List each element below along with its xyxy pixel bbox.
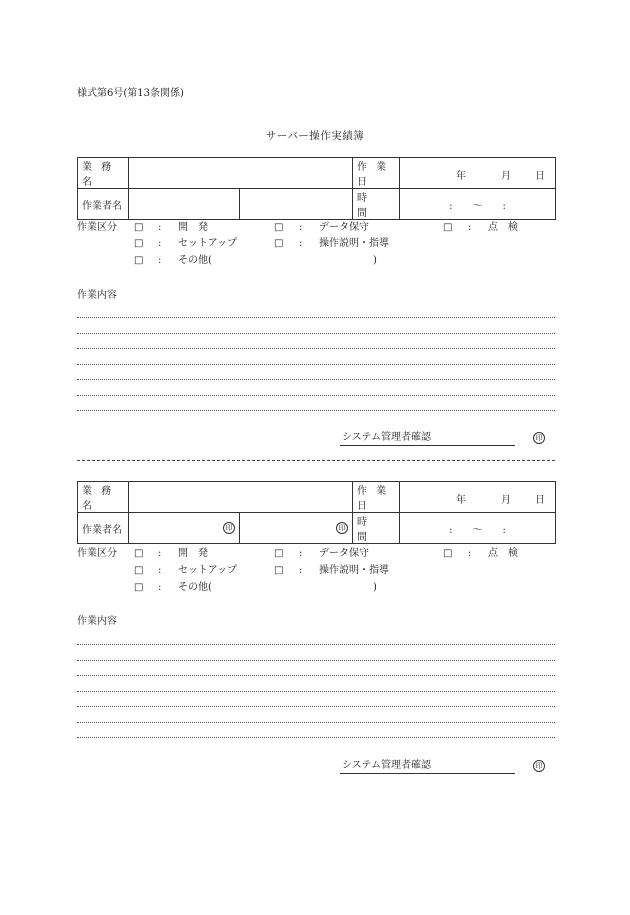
- checkbox-other[interactable]: □: [134, 582, 144, 593]
- signature-line: [340, 773, 515, 774]
- business-name-field[interactable]: [129, 482, 353, 513]
- seal-stamp-icon: 印: [533, 760, 545, 772]
- colon: :: [299, 238, 303, 249]
- option-data-maintenance: データ保守: [319, 548, 369, 559]
- content-line[interactable]: [77, 660, 555, 661]
- content-line[interactable]: [77, 333, 555, 334]
- colon: :: [299, 565, 303, 576]
- work-date-field[interactable]: [400, 158, 556, 189]
- option-instruction: 操作説明・指導: [319, 238, 389, 249]
- business-name-label: 業 務 名: [78, 482, 129, 513]
- worker-name-field-2[interactable]: [240, 513, 353, 544]
- option-instruction: 操作説明・指導: [319, 565, 389, 576]
- month-label: 月: [501, 171, 511, 182]
- colon: :: [158, 582, 162, 593]
- time-field[interactable]: [400, 513, 556, 544]
- option-other-close: ): [373, 255, 377, 266]
- time-field[interactable]: [400, 189, 556, 220]
- content-line[interactable]: [77, 675, 555, 676]
- seal-stamp-icon: 印: [223, 522, 235, 534]
- checkbox-setup[interactable]: □: [134, 238, 144, 249]
- content-line[interactable]: [77, 722, 555, 723]
- checkbox-inspection[interactable]: □: [443, 222, 453, 233]
- option-inspection: 点 検: [488, 548, 518, 559]
- option-other: その他(: [178, 255, 212, 266]
- colon: :: [299, 548, 303, 559]
- colon: :: [158, 222, 162, 233]
- option-development: 開 発: [178, 548, 208, 559]
- month-label: 月: [501, 495, 511, 506]
- work-date-label: 作 業 日: [353, 482, 400, 513]
- option-setup: セットアップ: [178, 565, 237, 576]
- content-line[interactable]: [77, 379, 555, 380]
- content-line[interactable]: [77, 737, 555, 738]
- work-date-field[interactable]: [400, 482, 556, 513]
- worker-name-field-1[interactable]: [129, 189, 240, 220]
- time-value: : 〜 :: [449, 200, 506, 212]
- content-line[interactable]: [77, 410, 555, 411]
- colon: :: [468, 222, 472, 233]
- checkbox-instruction[interactable]: □: [274, 565, 284, 576]
- worker-name-field-1[interactable]: [129, 513, 240, 544]
- time-value: : 〜 :: [449, 524, 506, 536]
- cut-line-separator: [77, 460, 555, 461]
- category-label: 作業区分: [77, 222, 117, 233]
- work-content-label: 作業内容: [77, 290, 117, 301]
- checkbox-instruction[interactable]: □: [274, 238, 284, 249]
- content-line[interactable]: [77, 644, 555, 645]
- admin-confirm-label: システム管理者確認: [342, 432, 431, 443]
- colon: :: [158, 565, 162, 576]
- checkbox-data-maintenance[interactable]: □: [274, 548, 284, 559]
- day-label: 日: [535, 171, 545, 182]
- seal-stamp-icon: 印: [533, 432, 545, 444]
- content-line[interactable]: [77, 348, 555, 349]
- colon: :: [158, 255, 162, 266]
- work-info-table-2: [77, 481, 556, 544]
- option-setup: セットアップ: [178, 238, 237, 249]
- category-label: 作業区分: [77, 548, 117, 559]
- day-label: 日: [535, 495, 545, 506]
- year-label: 年: [456, 171, 466, 182]
- colon: :: [299, 222, 303, 233]
- content-line[interactable]: [77, 395, 555, 396]
- year-label: 年: [456, 495, 466, 506]
- option-other: その他(: [178, 582, 212, 593]
- form-number: 様式第6号(第13条関係): [77, 88, 184, 99]
- checkbox-setup[interactable]: □: [134, 565, 144, 576]
- content-line[interactable]: [77, 364, 555, 365]
- content-line[interactable]: [77, 706, 555, 707]
- time-label: 時 間: [353, 189, 400, 220]
- worker-name-label: 作業者名: [78, 189, 129, 220]
- colon: :: [158, 238, 162, 249]
- category-row-3: [77, 255, 557, 269]
- checkbox-other[interactable]: □: [134, 255, 144, 266]
- work-info-table-1: [77, 157, 556, 220]
- checkbox-development[interactable]: □: [134, 222, 144, 233]
- work-content-label: 作業内容: [77, 616, 117, 627]
- option-development: 開 発: [178, 222, 208, 233]
- seal-stamp-icon: 印: [336, 522, 348, 534]
- option-inspection: 点 検: [488, 222, 518, 233]
- work-date-label: 作 業 日: [353, 158, 400, 189]
- signature-line: [340, 445, 515, 446]
- category-row-3: [77, 582, 557, 596]
- category-row-2: [77, 565, 557, 579]
- checkbox-development[interactable]: □: [134, 548, 144, 559]
- category-row-1: [77, 548, 557, 562]
- content-line[interactable]: [77, 691, 555, 692]
- time-label: 時 間: [353, 513, 400, 544]
- colon: :: [468, 548, 472, 559]
- option-data-maintenance: データ保守: [319, 222, 369, 233]
- category-row-1: [77, 222, 557, 236]
- admin-confirmation: [340, 760, 543, 774]
- worker-name-label: 作業者名: [78, 513, 129, 544]
- business-name-label: 業 務 名: [78, 158, 129, 189]
- option-other-close: ): [373, 582, 377, 593]
- colon: :: [158, 548, 162, 559]
- content-line[interactable]: [77, 317, 555, 318]
- category-row-2: [77, 238, 557, 252]
- checkbox-data-maintenance[interactable]: □: [274, 222, 284, 233]
- admin-confirmation: [340, 432, 543, 446]
- business-name-field[interactable]: [129, 158, 353, 189]
- admin-confirm-label: システム管理者確認: [342, 760, 431, 771]
- worker-name-field-2[interactable]: [240, 189, 353, 220]
- checkbox-inspection[interactable]: □: [443, 548, 453, 559]
- form-title: サーバー操作実績簿: [265, 130, 365, 142]
